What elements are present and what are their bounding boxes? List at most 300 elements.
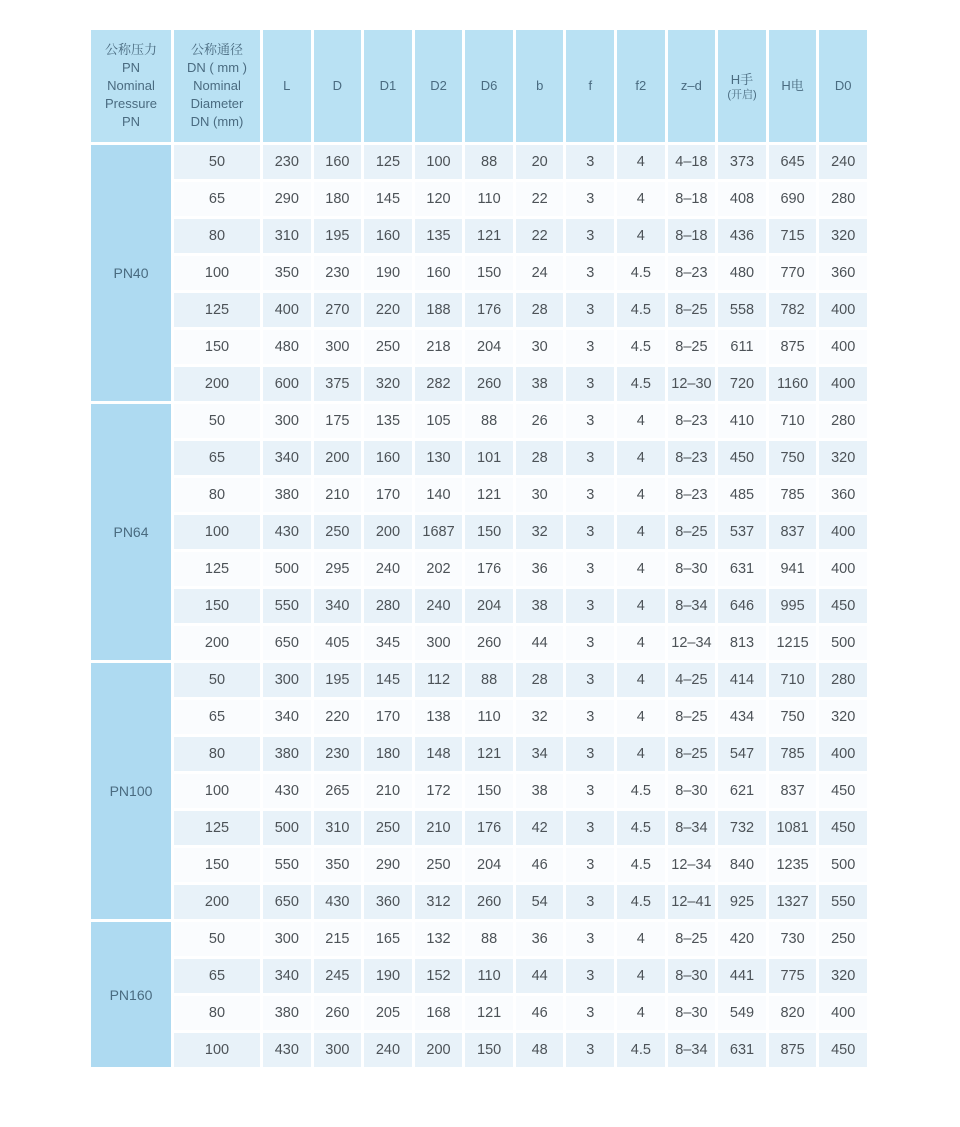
table-cell: 26 [516, 404, 564, 438]
table-cell: 3 [566, 367, 614, 401]
table-row [91, 552, 867, 586]
table-cell: 480 [718, 256, 766, 290]
header-label-line: Nominal [107, 78, 155, 93]
table-cell: 22 [516, 219, 564, 253]
table-cell: 430 [314, 885, 362, 919]
header-cell-h-hand [718, 30, 766, 142]
table-cell: 300 [314, 1033, 362, 1067]
table-cell: 558 [718, 293, 766, 327]
table-cell: 48 [516, 1033, 564, 1067]
table-cell: 500 [819, 626, 867, 660]
header-label-line: D1 [379, 78, 397, 93]
table-cell: 110 [465, 700, 513, 734]
table-cell: 140 [415, 478, 463, 512]
table-cell: 145 [364, 182, 412, 216]
header-label-line: 公称通径 [190, 42, 243, 57]
header-cell-h-electric [769, 30, 817, 142]
table-cell: 8–18 [668, 182, 716, 216]
table-cell: 770 [769, 256, 817, 290]
valve-dimension-table [88, 27, 870, 1070]
table-cell: 170 [364, 700, 412, 734]
table-cell: 38 [516, 774, 564, 808]
table-cell: 28 [516, 663, 564, 697]
table-row [91, 145, 867, 179]
table-cell: 138 [415, 700, 463, 734]
header-row [91, 30, 867, 142]
table-row [91, 182, 867, 216]
table-cell: 1215 [769, 626, 817, 660]
table-cell: 88 [465, 922, 513, 956]
header-cell-D2 [415, 30, 463, 142]
table-cell: 4.5 [617, 885, 665, 919]
table-cell: 30 [516, 478, 564, 512]
table-row [91, 774, 867, 808]
table-cell: 150 [174, 848, 260, 882]
table-cell: 436 [718, 219, 766, 253]
table-cell: 240 [819, 145, 867, 179]
table-cell: 1235 [769, 848, 817, 882]
table-cell: 500 [263, 811, 311, 845]
table-cell: 190 [364, 256, 412, 290]
page [0, 27, 960, 1127]
table-cell: 1160 [769, 367, 817, 401]
table-cell: 218 [415, 330, 463, 364]
table-cell: 430 [263, 515, 311, 549]
table-cell: 240 [364, 1033, 412, 1067]
table-cell: 3 [566, 811, 614, 845]
table-cell: 44 [516, 959, 564, 993]
table-cell: 65 [174, 959, 260, 993]
table-cell: 300 [263, 922, 311, 956]
table-cell: 3 [566, 885, 614, 919]
table-cell: 190 [364, 959, 412, 993]
table-cell: 88 [465, 663, 513, 697]
table-cell: 121 [465, 737, 513, 771]
table-cell: 46 [516, 848, 564, 882]
header-cell-L [263, 30, 311, 142]
table-cell: 380 [263, 478, 311, 512]
table-cell: 4.5 [617, 848, 665, 882]
table-cell: 4.5 [617, 256, 665, 290]
table-cell: 4.5 [617, 811, 665, 845]
table-cell: 12–34 [668, 848, 716, 882]
table-cell: 450 [819, 589, 867, 623]
table-cell: 1081 [769, 811, 817, 845]
table-cell: 3 [566, 441, 614, 475]
table-cell: 168 [415, 996, 463, 1030]
table-cell: 450 [819, 1033, 867, 1067]
table-cell: 204 [465, 589, 513, 623]
table-cell: 170 [364, 478, 412, 512]
table-cell: 100 [174, 774, 260, 808]
table-cell: 230 [263, 145, 311, 179]
pn-group-label: PN40 [91, 145, 171, 401]
table-cell: 925 [718, 885, 766, 919]
table-cell: 8–25 [668, 330, 716, 364]
table-cell: 250 [415, 848, 463, 882]
table-cell: 400 [819, 293, 867, 327]
table-cell: 3 [566, 626, 614, 660]
table-cell: 345 [364, 626, 412, 660]
table-cell: 710 [769, 404, 817, 438]
table-cell: 34 [516, 737, 564, 771]
table-cell: 150 [465, 515, 513, 549]
table-cell: 408 [718, 182, 766, 216]
table-cell: 4.5 [617, 1033, 665, 1067]
table-cell: 200 [174, 626, 260, 660]
table-cell: 4 [617, 663, 665, 697]
header-label-line: D [332, 78, 343, 93]
table-cell: 400 [263, 293, 311, 327]
table-cell: 290 [364, 848, 412, 882]
table-cell: 8–23 [668, 256, 716, 290]
table-cell: 549 [718, 996, 766, 1030]
table-cell: 350 [314, 848, 362, 882]
table-cell: 8–23 [668, 404, 716, 438]
header-label-line: f [588, 78, 593, 93]
table-cell: 360 [364, 885, 412, 919]
header-label-line: L [283, 78, 291, 93]
table-cell: 380 [263, 737, 311, 771]
table-cell: 200 [415, 1033, 463, 1067]
table-cell: 550 [263, 848, 311, 882]
table-cell: 1327 [769, 885, 817, 919]
header-label-line: f2 [635, 78, 647, 93]
table-cell: 550 [819, 885, 867, 919]
table-cell: 160 [314, 145, 362, 179]
table-cell: 8–34 [668, 1033, 716, 1067]
table-cell: 8–25 [668, 700, 716, 734]
table-cell: 121 [465, 478, 513, 512]
table-cell: 3 [566, 182, 614, 216]
table-cell: 150 [174, 330, 260, 364]
table-cell: 230 [314, 256, 362, 290]
table-cell: 160 [415, 256, 463, 290]
table-cell: 500 [263, 552, 311, 586]
table-cell: 280 [364, 589, 412, 623]
table-cell: 204 [465, 330, 513, 364]
table-cell: 3 [566, 663, 614, 697]
table-cell: 631 [718, 552, 766, 586]
table-cell: 210 [314, 478, 362, 512]
pn-group-label: PN160 [91, 922, 171, 1067]
table-cell: 240 [415, 589, 463, 623]
header-label-line: Nominal [193, 78, 241, 93]
table-cell: 150 [465, 774, 513, 808]
table-cell: 434 [718, 700, 766, 734]
header-label-line: H手 [730, 71, 754, 87]
table-cell: 12–30 [668, 367, 716, 401]
table-cell: 50 [174, 922, 260, 956]
table-cell: 547 [718, 737, 766, 771]
table-cell: 400 [819, 996, 867, 1030]
table-cell: 172 [415, 774, 463, 808]
table-cell: 204 [465, 848, 513, 882]
header-label-line: Diameter [190, 96, 244, 111]
table-cell: 125 [174, 293, 260, 327]
table-cell: 4.5 [617, 293, 665, 327]
table-cell: 88 [465, 145, 513, 179]
header-label-line: PN [121, 114, 141, 129]
table-cell: 4 [617, 700, 665, 734]
table-cell: 4–18 [668, 145, 716, 179]
table-cell: 65 [174, 182, 260, 216]
table-row [91, 996, 867, 1030]
table-cell: 3 [566, 959, 614, 993]
table-cell: 450 [819, 811, 867, 845]
table-cell: 100 [174, 256, 260, 290]
table-cell: 125 [174, 811, 260, 845]
table-cell: 875 [769, 330, 817, 364]
table-cell: 3 [566, 330, 614, 364]
table-cell: 430 [263, 774, 311, 808]
table-cell: 340 [314, 589, 362, 623]
table-cell: 65 [174, 441, 260, 475]
table-cell: 3 [566, 848, 614, 882]
table-cell: 3 [566, 700, 614, 734]
table-cell: 373 [718, 145, 766, 179]
table-cell: 8–30 [668, 552, 716, 586]
table-cell: 145 [364, 663, 412, 697]
table-cell: 4 [617, 959, 665, 993]
pn-group-label: PN64 [91, 404, 171, 660]
table-cell: 22 [516, 182, 564, 216]
table-cell: 380 [263, 996, 311, 1030]
header-label-line: 公称压力 [104, 42, 157, 57]
table-cell: 125 [174, 552, 260, 586]
table-row [91, 219, 867, 253]
table-cell: 8–25 [668, 737, 716, 771]
table-cell: 1687 [415, 515, 463, 549]
table-cell: 4.5 [617, 367, 665, 401]
table-cell: 180 [314, 182, 362, 216]
table-cell: 121 [465, 219, 513, 253]
table-cell: 112 [415, 663, 463, 697]
table-cell: 537 [718, 515, 766, 549]
table-cell: 840 [718, 848, 766, 882]
table-cell: 360 [819, 256, 867, 290]
table-cell: 250 [364, 330, 412, 364]
table-cell: 4 [617, 737, 665, 771]
table-cell: 400 [819, 330, 867, 364]
table-cell: 200 [314, 441, 362, 475]
table-cell: 3 [566, 774, 614, 808]
table-cell: 110 [465, 182, 513, 216]
table-cell: 400 [819, 367, 867, 401]
table-cell: 54 [516, 885, 564, 919]
table-cell: 28 [516, 293, 564, 327]
table-cell: 195 [314, 663, 362, 697]
table-cell: 46 [516, 996, 564, 1030]
table-cell: 320 [819, 219, 867, 253]
table-cell: 210 [415, 811, 463, 845]
table-cell: 995 [769, 589, 817, 623]
table-cell: 4 [617, 219, 665, 253]
table-cell: 300 [263, 404, 311, 438]
table-cell: 8–18 [668, 219, 716, 253]
table-cell: 320 [819, 959, 867, 993]
table-cell: 360 [819, 478, 867, 512]
table-cell: 280 [819, 404, 867, 438]
table-cell: 44 [516, 626, 564, 660]
table-cell: 600 [263, 367, 311, 401]
table-cell: 430 [263, 1033, 311, 1067]
table-cell: 36 [516, 552, 564, 586]
table-cell: 650 [263, 885, 311, 919]
table-cell: 750 [769, 441, 817, 475]
table-cell: 4 [617, 515, 665, 549]
table-cell: 8–34 [668, 589, 716, 623]
table-cell: 200 [174, 885, 260, 919]
table-cell: 4 [617, 145, 665, 179]
table-cell: 4 [617, 996, 665, 1030]
header-label-line: Pressure [104, 96, 158, 111]
table-cell: 485 [718, 478, 766, 512]
table-cell: 782 [769, 293, 817, 327]
table-cell: 160 [364, 441, 412, 475]
table-cell: 148 [415, 737, 463, 771]
table-cell: 38 [516, 589, 564, 623]
table-cell: 410 [718, 404, 766, 438]
table-cell: 310 [314, 811, 362, 845]
table-row [91, 737, 867, 771]
table-row [91, 626, 867, 660]
table-cell: 837 [769, 774, 817, 808]
table-cell: 12–41 [668, 885, 716, 919]
table-cell: 8–34 [668, 811, 716, 845]
table-cell: 312 [415, 885, 463, 919]
table-cell: 3 [566, 515, 614, 549]
header-label-line: (开启) [727, 88, 757, 101]
table-row [91, 330, 867, 364]
header-cell-b [516, 30, 564, 142]
table-cell: 24 [516, 256, 564, 290]
table-cell: 611 [718, 330, 766, 364]
table-cell: 3 [566, 145, 614, 179]
table-cell: 3 [566, 219, 614, 253]
table-row [91, 663, 867, 697]
table-cell: 405 [314, 626, 362, 660]
table-cell: 130 [415, 441, 463, 475]
table-cell: 80 [174, 219, 260, 253]
table-cell: 300 [415, 626, 463, 660]
table-cell: 375 [314, 367, 362, 401]
table-cell: 280 [819, 663, 867, 697]
table-cell: 105 [415, 404, 463, 438]
table-cell: 310 [263, 219, 311, 253]
table-cell: 195 [314, 219, 362, 253]
table-cell: 65 [174, 700, 260, 734]
table-cell: 100 [174, 1033, 260, 1067]
table-cell: 785 [769, 737, 817, 771]
table-cell: 8–25 [668, 293, 716, 327]
table-cell: 3 [566, 293, 614, 327]
table-cell: 400 [819, 515, 867, 549]
table-cell: 210 [364, 774, 412, 808]
table-cell: 100 [415, 145, 463, 179]
table-row [91, 515, 867, 549]
header-cell-f [566, 30, 614, 142]
table-cell: 320 [819, 700, 867, 734]
table-row [91, 478, 867, 512]
table-cell: 300 [314, 330, 362, 364]
table-row [91, 589, 867, 623]
table-cell: 150 [465, 1033, 513, 1067]
table-cell: 50 [174, 145, 260, 179]
table-cell: 175 [314, 404, 362, 438]
table-cell: 290 [263, 182, 311, 216]
header-cell-D6 [465, 30, 513, 142]
table-cell: 631 [718, 1033, 766, 1067]
table-cell: 875 [769, 1033, 817, 1067]
table-cell: 135 [415, 219, 463, 253]
table-cell: 450 [718, 441, 766, 475]
header-cell-z-d [668, 30, 716, 142]
table-cell: 215 [314, 922, 362, 956]
table-cell: 300 [263, 663, 311, 697]
table-cell: 240 [364, 552, 412, 586]
table-cell: 8–23 [668, 478, 716, 512]
table-cell: 646 [718, 589, 766, 623]
table-cell: 8–30 [668, 996, 716, 1030]
table-cell: 813 [718, 626, 766, 660]
table-cell: 80 [174, 737, 260, 771]
table-cell: 28 [516, 441, 564, 475]
table-cell: 180 [364, 737, 412, 771]
table-cell: 3 [566, 996, 614, 1030]
header-label-line: D6 [480, 78, 498, 93]
table-cell: 3 [566, 478, 614, 512]
table-cell: 30 [516, 330, 564, 364]
table-cell: 340 [263, 959, 311, 993]
table-row [91, 1033, 867, 1067]
header-label-line: DN ( mm ) [187, 60, 247, 75]
table-cell: 280 [819, 182, 867, 216]
table-cell: 4 [617, 589, 665, 623]
table-cell: 3 [566, 922, 614, 956]
table-row [91, 959, 867, 993]
table-cell: 36 [516, 922, 564, 956]
table-cell: 270 [314, 293, 362, 327]
table-cell: 220 [364, 293, 412, 327]
table-cell: 250 [819, 922, 867, 956]
header-label-line: D0 [834, 78, 852, 93]
table-cell: 4 [617, 478, 665, 512]
table-cell: 4 [617, 404, 665, 438]
table-cell: 176 [465, 293, 513, 327]
table-cell: 4 [617, 626, 665, 660]
table-row [91, 367, 867, 401]
table-cell: 121 [465, 996, 513, 1030]
table-cell: 205 [364, 996, 412, 1030]
table-cell: 420 [718, 922, 766, 956]
table-cell: 710 [769, 663, 817, 697]
table-cell: 8–30 [668, 774, 716, 808]
table-cell: 4 [617, 441, 665, 475]
table-cell: 690 [769, 182, 817, 216]
table-cell: 188 [415, 293, 463, 327]
table-row [91, 922, 867, 956]
header-label-line: z–d [680, 78, 702, 93]
header-cell-D0 [819, 30, 867, 142]
table-cell: 750 [769, 700, 817, 734]
table-cell: 220 [314, 700, 362, 734]
table-cell: 650 [263, 626, 311, 660]
table-cell: 250 [314, 515, 362, 549]
table-cell: 135 [364, 404, 412, 438]
table-cell: 3 [566, 1033, 614, 1067]
table-cell: 150 [174, 589, 260, 623]
